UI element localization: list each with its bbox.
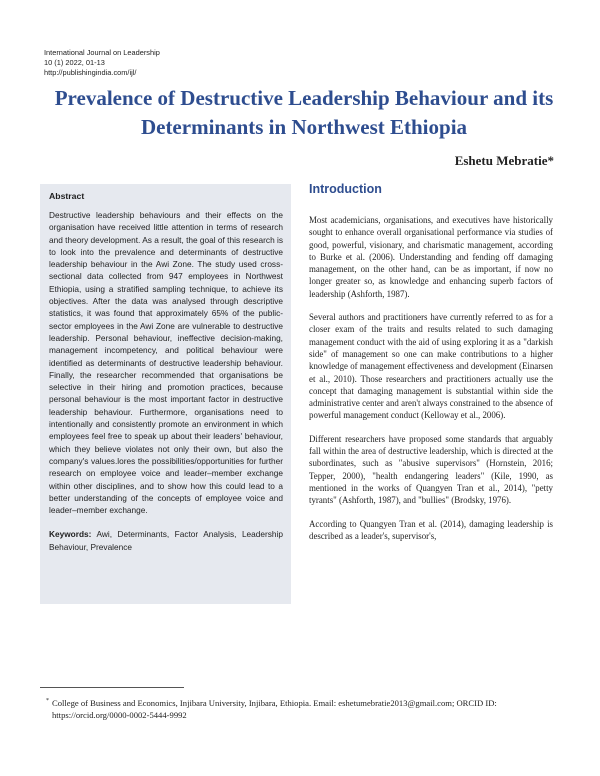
- introduction-heading: Introduction: [309, 182, 382, 196]
- keywords: [49, 528, 283, 553]
- footnote-marker: *: [46, 698, 49, 704]
- abstract-heading: Abstract: [49, 191, 85, 201]
- intro-paragraph: Different researchers have proposed some standards that arguably fall within the area of destructive leadership, which is directed at the subordinates, such as "abusive supervisors" (Hornstein, 2016; Tepper, 2000), "health endangering leaders" (Kile, 1990, as mentioned in the works of Quangyen Tran et al., 2014), "petty tyrants" (Ashforth, 1987), and "bullies" (Brodsky, 1976).: [309, 433, 553, 506]
- journal-url[interactable]: http://publishingindia.com/ijl/: [44, 68, 137, 77]
- footnote: [46, 697, 560, 721]
- abstract-text: Destructive leadership behaviours and their effects on the organisation have received little attention in terms of research and theory development. As a result, the goal of this research is to look into the prevalence and determinants of destructive leadership behaviour in the Awi Zone. The study used cross-sectional data collected from 947 employees in Northwest Ethiopia, using a stratified sampling technique, to achieve its objectives. After the data was analysed through descriptive statistics, it was found that approximately 65% of the public-sector employees in the Awi Zone are vulnerable to destructive leadership. Personal behaviour, ineffective decision-making, management incompetency, and political behaviour were identified as determinants of destructive leadership behaviour. Finally, the researcher recommended that organisations be selective in their hiring and promotion practices, because personal behaviour is the most important factor in destructive leadership behaviour. Furthermore, organisations need to intentionally and consistently promote an environment in which employees feel free to speak up about their leaders' behaviour, which they believe violates not only their own, but also the company's values.lores the possibilities/opportunities for further research on employee voice and leader–member exchange within other disciplines, and to show how this could lead to a better understanding of the concepts of employee voice and leader–member exchange.: [49, 210, 283, 516]
- keywords-list: Awi, Determinants, Factor Analysis, Leadership Behaviour, Prevalence: [49, 529, 283, 552]
- intro-paragraph: According to Quangyen Tran et al. (2014), damaging leadership is described as a leader's, supervisor's,: [309, 518, 553, 541]
- footnote-text: College of Business and Economics, Injibara University, Injibara, Ethiopia. Email: eshetumebratie2013@gmail.com; ORCID ID: https://orcid.org/0000-0002-5444-9992: [52, 698, 497, 720]
- journal-issue: 10 (1) 2022, 01-13: [44, 58, 105, 67]
- footnote-divider: [40, 687, 184, 688]
- intro-paragraph: Most academicians, organisations, and executives have historically sought to enhance overall organisational performance via studies of good, powerful, visionary, and charismatic management, according to Burke et al. (2006). Understanding and fending off damaging management, on the other hand, can be as important, if now no longer greater so, as knowledge and enhancing superb factors of leadership (Ashforth, 1987).: [309, 215, 553, 299]
- introduction-body: [309, 214, 553, 553]
- journal-header: [44, 48, 160, 78]
- article-title: Prevalence of Destructive Leadership Behaviour and its Determinants in Northwest Ethiopia: [54, 86, 554, 139]
- keywords-label: Keywords:: [49, 529, 92, 540]
- article-author: Eshetu Mebratie*: [454, 153, 554, 168]
- intro-paragraph: Several authors and practitioners have currently referred to as for a closer exam of the traits and results related to such damaging management conduct with the aid of using exploring it as a "darkish side" of management so one can make contributions to a higher knowledge of management effectiveness and development (Einarsen et al., 2010). Those researchers and practitioners actually use the concept that damaging management is substantial within side the administrative center and aren't always constrained to the absence of powerful management conduct (Kelloway et al., 2006).: [309, 312, 553, 421]
- journal-name: International Journal on Leadership: [44, 48, 160, 57]
- abstract-box: [40, 184, 291, 604]
